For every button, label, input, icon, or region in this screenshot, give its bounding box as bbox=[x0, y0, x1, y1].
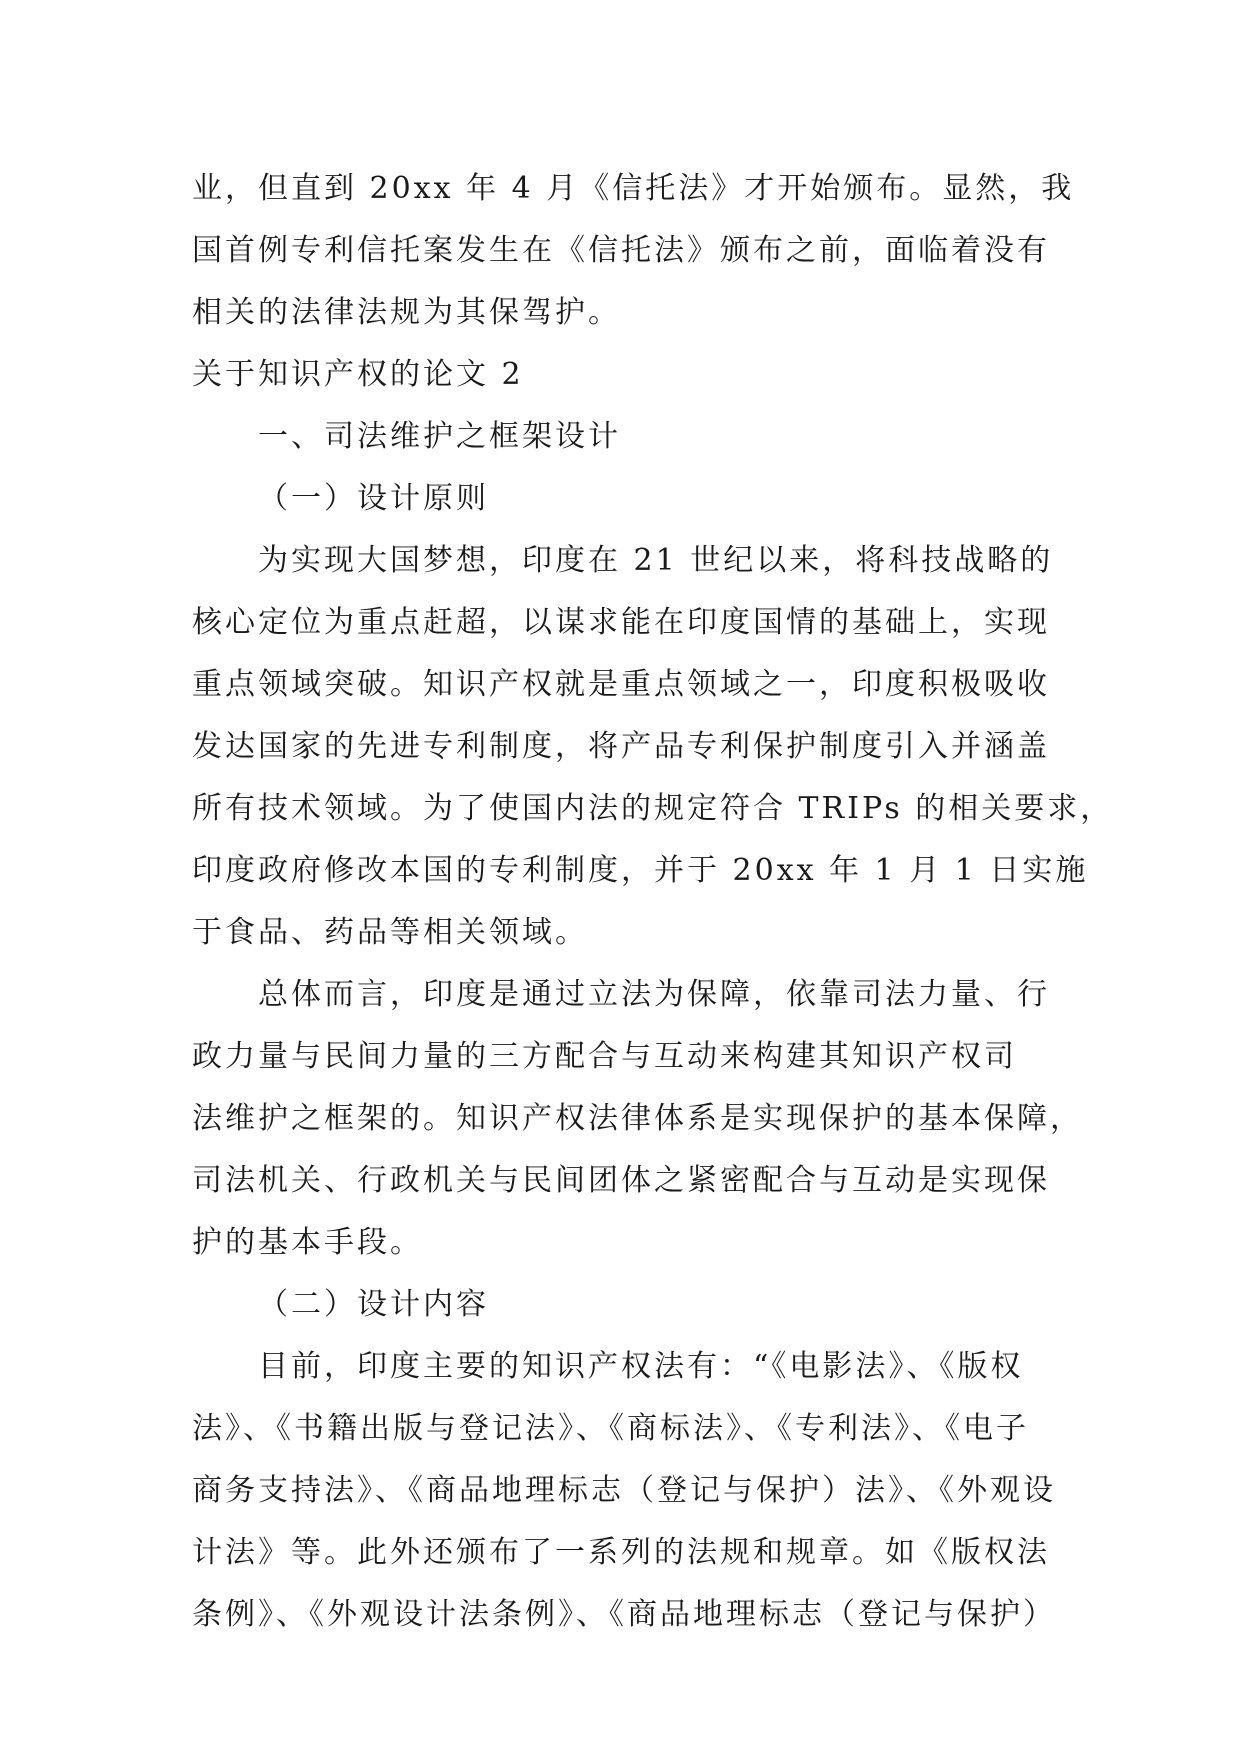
body-line: 法》、《书籍出版与登记法》、《商标法》、《专利法》、《电子 bbox=[192, 1411, 1029, 1446]
body-line: 相关的法律法规为其保驾护。 bbox=[192, 295, 621, 330]
body-line: 核心定位为重点赶超，以谋求能在印度国情的基础上，实现 bbox=[192, 605, 1050, 640]
body-line: 司法机关、行政机关与民间团体之紧密配合与互动是实现保 bbox=[192, 1163, 1050, 1198]
paragraph-first-line: 为实现大国梦想，印度在 21 世纪以来，将科技战略的 bbox=[258, 543, 1054, 578]
document-body bbox=[192, 158, 1114, 1646]
body-line: 业，但直到 20xx 年 4 月《信托法》才开始颁布。显然，我 bbox=[192, 171, 1075, 206]
subsection-heading: （一）设计原则 bbox=[258, 481, 489, 516]
body-line: 商务支持法》、《商品地理标志（登记与保护）法》、《外观设 bbox=[192, 1473, 1056, 1508]
subsection-heading: （二）设计内容 bbox=[258, 1287, 489, 1322]
body-line: 所有技术领域。为了使国内法的规定符合 TRIPs 的相关要求， bbox=[192, 791, 1114, 826]
body-line: 计法》等。此外还颁布了一系列的法规和规章。如《版权法 bbox=[192, 1535, 1050, 1570]
body-line: 发达国家的先进专利制度，将产品专利保护制度引入并涵盖 bbox=[192, 729, 1050, 764]
article-title: 关于知识产权的论文 2 bbox=[192, 357, 524, 392]
body-line: 条例》、《外观设计法条例》、《商品地理标志（登记与保护） bbox=[192, 1597, 1056, 1632]
paragraph-first-line: 总体而言，印度是通过立法为保障，依靠司法力量、行 bbox=[258, 977, 1050, 1012]
section-heading: 一、司法维护之框架设计 bbox=[258, 419, 621, 454]
body-line: 法维护之框架的。知识产权法律体系是实现保护的基本保障， bbox=[192, 1101, 1083, 1136]
body-line: 护的基本手段。 bbox=[192, 1225, 423, 1260]
body-line: 政力量与民间力量的三方配合与互动来构建其知识产权司 bbox=[192, 1039, 1017, 1074]
paragraph-first-line: 目前，印度主要的知识产权法有：“《电影法》、《版权 bbox=[258, 1349, 1024, 1384]
body-line: 于食品、药品等相关领域。 bbox=[192, 915, 588, 950]
body-line: 国首例专利信托案发生在《信托法》颁布之前，面临着没有 bbox=[192, 233, 1050, 268]
body-line: 印度政府修改本国的专利制度，并于 20xx 年 1 月 1 日实施 bbox=[192, 853, 1089, 888]
body-line: 重点领域突破。知识产权就是重点领域之一，印度积极吸收 bbox=[192, 667, 1050, 702]
